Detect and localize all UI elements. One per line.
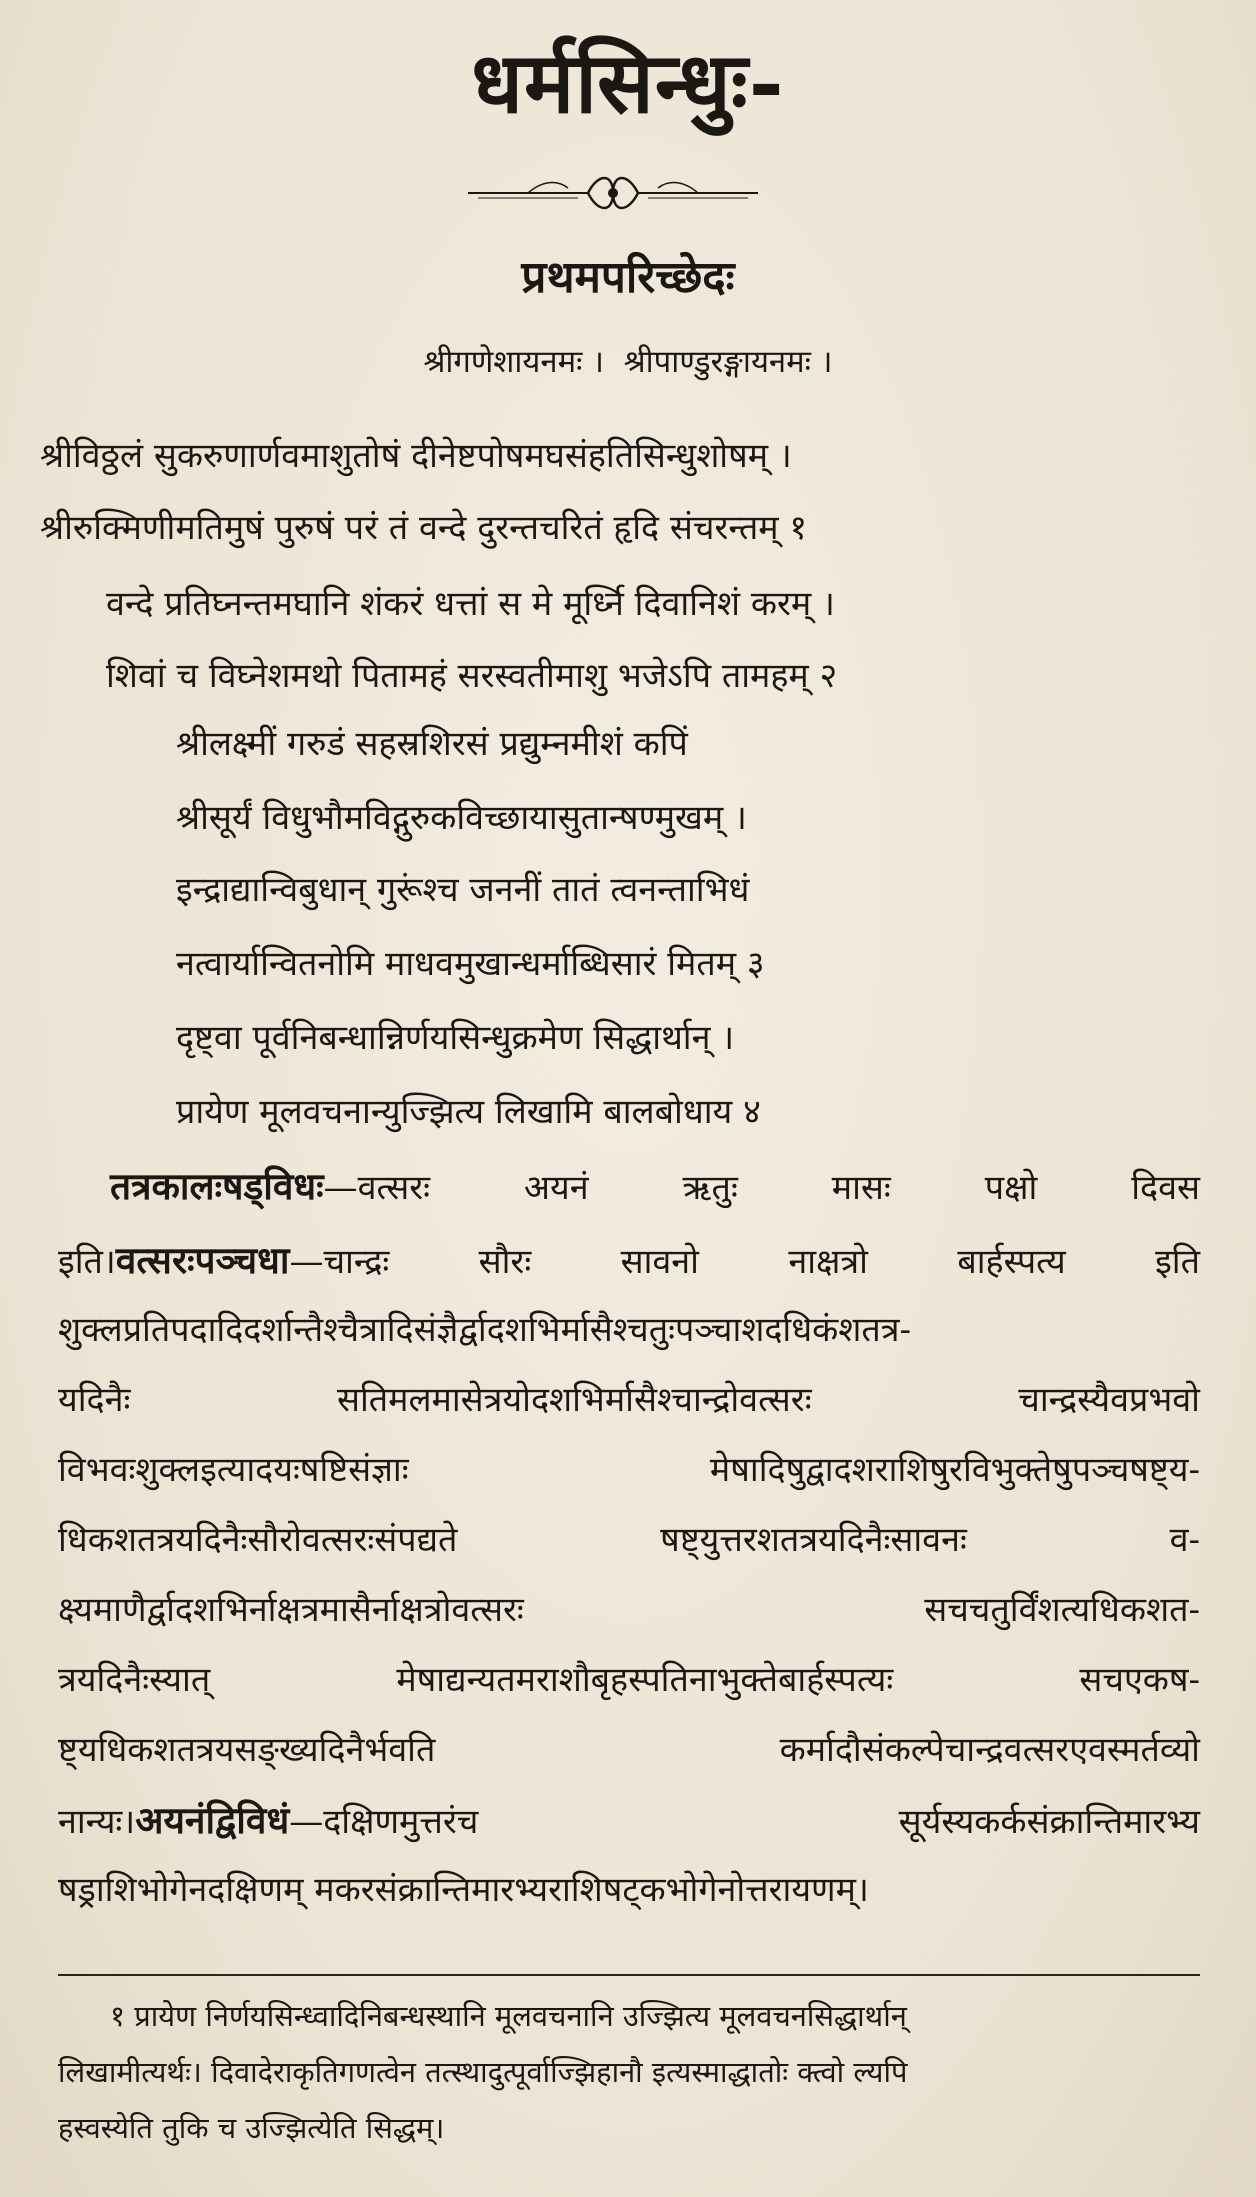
verse-line: श्रीसूर्यं विधुभौमविद्गुरुकविच्छायासुतान्षण्मुखम् । bbox=[176, 798, 747, 838]
prose-line: धिकशतत्रयदिनैःसौरोवत्सरःसंपद्यते षष्ट्युत्तरशतत्रयदिनैःसावनः व- bbox=[58, 1520, 1200, 1560]
verse-line: शिवां च विघ्नेशमथो पितामहं सरस्वतीमाशु भजेऽपि तामहम् २ bbox=[106, 656, 838, 696]
prose-line: नान्यः।अयनंद्विविधं—दक्षिणमुत्तरंच सूर्यस्यकर्कसंक्रान्तिमारभ्य bbox=[58, 1798, 1200, 1842]
book-title: धर्मसिन्धुः- bbox=[471, 33, 785, 132]
verse-line: श्रीविठ्ठलं सुकरुणार्णवमाशुतोषं दीनेष्टपोषमघसंहतिसिन्धुशोषम् । bbox=[40, 436, 792, 476]
verse-line: श्रीलक्ष्मीं गरुडं सहस्रशिरसं प्रद्युम्नमीशं कपिं bbox=[176, 724, 688, 764]
prose-line: शुक्लप्रतिपदादिदर्शान्तैश्चैत्रादिसंज्ञैर्द्वादशभिर्मासैश्चतुःपञ्चाशदधिकंशतत्र- bbox=[58, 1310, 912, 1350]
section-heading-ayana: अयनंद्विविधं bbox=[135, 1798, 290, 1842]
section-heading-vatsara: वत्सरःपञ्चधा bbox=[115, 1238, 290, 1282]
footnote-rule bbox=[58, 1974, 1200, 1976]
verse-line: दृष्ट्वा पूर्वनिबन्धान्निर्णयसिन्धुक्रमेण सिद्धार्थान् । bbox=[176, 1018, 735, 1058]
prose-line: यदिनैः सतिमलमासेत्रयोदशभिर्मासैश्चान्द्रोवत्सरः चान्द्रस्यैवप्रभवो bbox=[58, 1380, 1200, 1420]
prose-line: षड्राशिभोगेनदक्षिणम् मकरसंक्रान्तिमारभ्यराशिषट्कभोगेनोत्तरायणम्। bbox=[58, 1870, 869, 1910]
prose-line: त्रयदिनैःस्यात् मेषाद्यन्यतमराशौबृहस्पतिनाभुक्तेबार्हस्पत्यः सचएकष- bbox=[58, 1660, 1200, 1700]
footnote-line: हस्वस्येति तुकि च उज्झित्येति सिद्धम्। bbox=[58, 2111, 445, 2145]
verse-line: नत्वार्यान्वितनोमि माधवमुखान्धर्माब्धिसारं मितम् ३ bbox=[176, 944, 765, 984]
prose-line: इति।वत्सरःपञ्चधा—चान्द्रः सौरः सावनो नाक्षत्रो बार्हस्पत्य इति bbox=[58, 1238, 1200, 1282]
invocation-line: श्रीगणेशायनमः । श्रीपाण्डुरङ्गायनमः । bbox=[423, 344, 833, 380]
section-heading-kala: तत्रकालःषड्विधः bbox=[110, 1164, 324, 1208]
verse-line: प्रायेण मूलवचनान्युज्झित्य लिखामि बालबोधाय ४ bbox=[176, 1092, 761, 1132]
verse-line: श्रीरुक्मिणीमतिमुषं पुरुषं परं तं वन्दे दुरन्तचरितं हृदि संचरन्तम् १ bbox=[40, 508, 808, 548]
prose-line: क्ष्यमाणैर्द्वादशभिर्नाक्षत्रमासैर्नाक्षत्रोवत्सरः सचचतुर्विंशत्यधिकशत- bbox=[58, 1590, 1200, 1630]
verse-line: इन्द्राद्यान्विबुधान् गुरूंश्च जननीं तातं त्वनन्ताभिधं bbox=[176, 870, 750, 910]
prose-line: ष्ट्यधिकशतत्रयसङ्ख्यदिनैर्भवति कर्मादौसंकल्पेचान्द्रवत्सरएवस्मर्तव्यो bbox=[58, 1730, 1200, 1770]
footnote-line: लिखामीत्यर्थः। दिवादेराकृतिगणत्वेन तत्स्थादुत्पूर्वाज्झिहानौ इत्यस्माद्धातोः क्त्वो ल्यपि bbox=[58, 2055, 908, 2089]
chapter-heading: प्रथमपरिच्छेदः bbox=[521, 252, 735, 303]
prose-line: विभवःशुक्लइत्यादयःषष्टिसंज्ञाः मेषादिषुद्वादशराशिषुरविभुक्तेषुपञ्चषष्ट्य- bbox=[58, 1450, 1200, 1490]
prose-line: तत्रकालःषड्विधः—वत्सरः अयनं ऋतुः मासः पक्षो दिवस bbox=[110, 1164, 1200, 1208]
footnote-line: १ प्रायेण निर्णयसिन्ध्वादिनिबन्धस्थानि मूलवचनानि उज्झित्य मूलवचनसिद्धार्थान् bbox=[110, 1999, 907, 2033]
ornament-divider bbox=[468, 168, 758, 218]
verse-line: वन्दे प्रतिघ्नन्तमघानि शंकरं धत्तां स मे मूर्ध्नि दिवानिशं करम् । bbox=[106, 584, 835, 624]
